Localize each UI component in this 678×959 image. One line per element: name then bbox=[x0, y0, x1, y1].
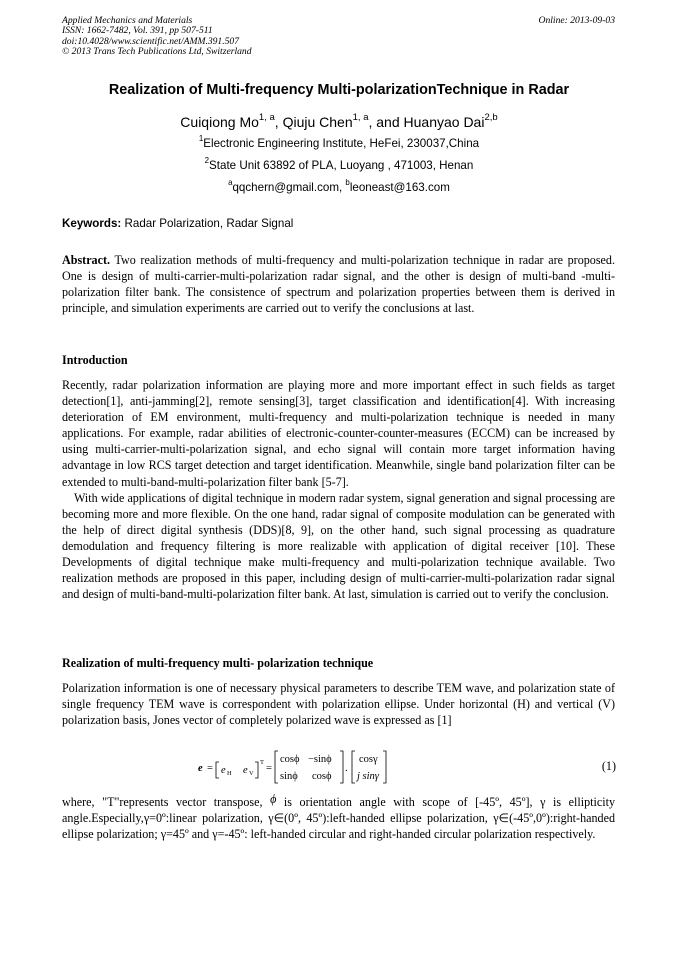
section-heading-introduction: Introduction bbox=[62, 353, 128, 367]
keywords-text: Radar Polarization, Radar Signal bbox=[121, 217, 294, 230]
paragraph: Polarization information is one of necessary physical parameters to describe TEM wave, and polarization state of single frequency TEM wave is correspondent with polarization ellipse. Under horizontal (H) and vertical (V) polarization basis, Jones vector of completely polarized wave is expressed as [1] bbox=[62, 681, 615, 728]
email-line bbox=[40, 178, 638, 194]
affiliation-text: Electronic Engineering Institute, HeFei, 230037,China bbox=[203, 137, 480, 150]
abstract-text: Two realization methods of multi-frequency and multi-polarization technique in radar are proposed. One is design of multi-carrier-multi-polarization radar signal, and the other is design of multi-band -multi-polarization filter bank. The consistence of spectrum and polarization properties between them is derived in principle, and simulation experiments are carried out to verify the conclusions at last. bbox=[62, 253, 615, 316]
paragraph: With wide applications of digital technique in modern radar system, signal generation and signal processing are becoming more and more flexible. On the one hand, radar signal of composite modulation can be generated with the help of direct digital synthesis (DDS)[8, 9], on the other hand, such signal processing as quadrature demodulation and frequency filtering is more realizable with application of digital receiver [10]. These Developments of digital technique make multi-frequency and multi-polarization technique available. Two realization methods are proposed in this paper, including design of multi-carrier-multi-polarization radar signal and design of multi-band-multi-polarization filter bank. At last, simulation is carried out to verify the conclusion. bbox=[62, 490, 615, 602]
eq-eH-sub: H bbox=[227, 770, 232, 777]
matrix-bracket-right bbox=[340, 751, 343, 783]
keywords-label: Keywords: bbox=[62, 217, 122, 230]
section-paragraph bbox=[62, 794, 615, 842]
phi-symbol: ϕ bbox=[270, 792, 277, 806]
abstract-label: Abstract. bbox=[62, 253, 111, 267]
vector-bracket-left bbox=[352, 751, 355, 783]
author-affiliation-mark: 2,b bbox=[484, 112, 498, 124]
affiliation-2 bbox=[40, 156, 638, 172]
paragraph bbox=[62, 794, 615, 842]
equation-number: (1) bbox=[601, 759, 616, 773]
matrix-cell: cosϕ bbox=[312, 771, 332, 782]
introduction-body bbox=[62, 377, 615, 602]
copyright-line: © 2013 Trans Tech Publications Ltd, Switzerland bbox=[62, 46, 252, 58]
eq-eV-sub: V bbox=[249, 770, 254, 777]
matrix-cell: sinϕ bbox=[280, 771, 298, 782]
bracket-right bbox=[255, 762, 258, 778]
author-name: Cuiqiong Mo bbox=[180, 114, 259, 130]
section-heading-realization: Realization of multi-frequency multi- polarization technique bbox=[62, 656, 374, 670]
email-link[interactable]: qqchern@gmail.com, bbox=[232, 181, 346, 194]
vector-cell: cosγ bbox=[359, 754, 378, 765]
author-separator: , bbox=[274, 114, 283, 130]
matrix-cell: −sinϕ bbox=[308, 754, 332, 765]
author-name: Qiuju Chen bbox=[282, 114, 353, 130]
email-mark: a bbox=[228, 178, 233, 188]
paragraph-text: is orientation angle with scope of [-45º, 45º], γ is ellipticity angle.Especially,γ=0º:linear polarization, γ∈(0º, 45º):left-handed ellipse polarization, γ∈(-45º,0º):right-handed ellipse polarization; γ=45º and γ=-45º: left-handed circular and right-handed circular polarization respectively. bbox=[62, 795, 615, 842]
issn-line: ISSN: 1662-7482, Vol. 391, pp 507-511 bbox=[62, 25, 213, 37]
doi-line[interactable]: doi:10.4028/www.scientific.net/AMM.391.507 bbox=[62, 35, 240, 47]
affiliation-text: State Unit 63892 of PLA, Luoyang , 471003, Henan bbox=[209, 159, 474, 172]
eq-transpose: T bbox=[260, 759, 264, 766]
paper-title: Realization of Multi-frequency Multi-polarizationTechnique in Radar bbox=[108, 82, 570, 98]
section-paragraph bbox=[62, 680, 615, 728]
paragraph: Recently, radar polarization information are playing more and more important effect in such fields as target detection[1], anti-jamming[2], remote sensing[3], target classification and identification[4]. With increasing deterioration of EM environment, multi-frequency and multi-polarization technique is needed in many applications. For example, radar abilities of electronic-counter-counter-measures (ECCM) can be increased by using multi-carrier-multi-polarization signal, and echo signal will contain more target information having advantage in low RCS target detection and target identification. Meanwhile, single band polarization filter can be extended to multi-band-multi-polarization filter bank [5-7]. bbox=[62, 378, 615, 489]
eq-equals: = bbox=[266, 763, 272, 774]
email-mark: b bbox=[345, 178, 350, 188]
jones-vector-equation bbox=[198, 748, 618, 786]
affiliation-mark: 1 bbox=[198, 134, 204, 144]
journal-name: Applied Mechanics and Materials bbox=[62, 15, 193, 26]
affiliation-mark: 2 bbox=[204, 156, 210, 166]
eq-dot: . bbox=[345, 763, 348, 774]
eq-equals: = bbox=[207, 763, 213, 774]
email-link[interactable]: leoneast@163.com bbox=[349, 181, 450, 194]
vector-cell: j sinγ bbox=[357, 771, 379, 782]
author-affiliation-mark: 1, a bbox=[258, 112, 275, 124]
abstract bbox=[62, 252, 615, 316]
online-date: Online: 2013-09-03 bbox=[538, 15, 615, 26]
author-affiliation-mark: 1, a bbox=[352, 112, 369, 124]
author-separator: , and bbox=[368, 114, 404, 130]
affiliation-1 bbox=[40, 134, 638, 150]
matrix-cell: cosϕ bbox=[280, 754, 300, 765]
eq-eH: e bbox=[221, 765, 226, 776]
eq-lhs: e bbox=[198, 763, 203, 774]
journal-header bbox=[62, 16, 252, 58]
vector-bracket-right bbox=[383, 751, 386, 783]
author-list bbox=[40, 114, 638, 130]
keywords bbox=[62, 217, 293, 230]
author-name: Huanyao Dai bbox=[403, 114, 485, 130]
matrix-bracket-left bbox=[275, 751, 278, 783]
eq-eV: e bbox=[243, 765, 248, 776]
bracket-left bbox=[216, 762, 219, 778]
paragraph-text: where, "T"represents vector transpose, bbox=[62, 795, 271, 809]
